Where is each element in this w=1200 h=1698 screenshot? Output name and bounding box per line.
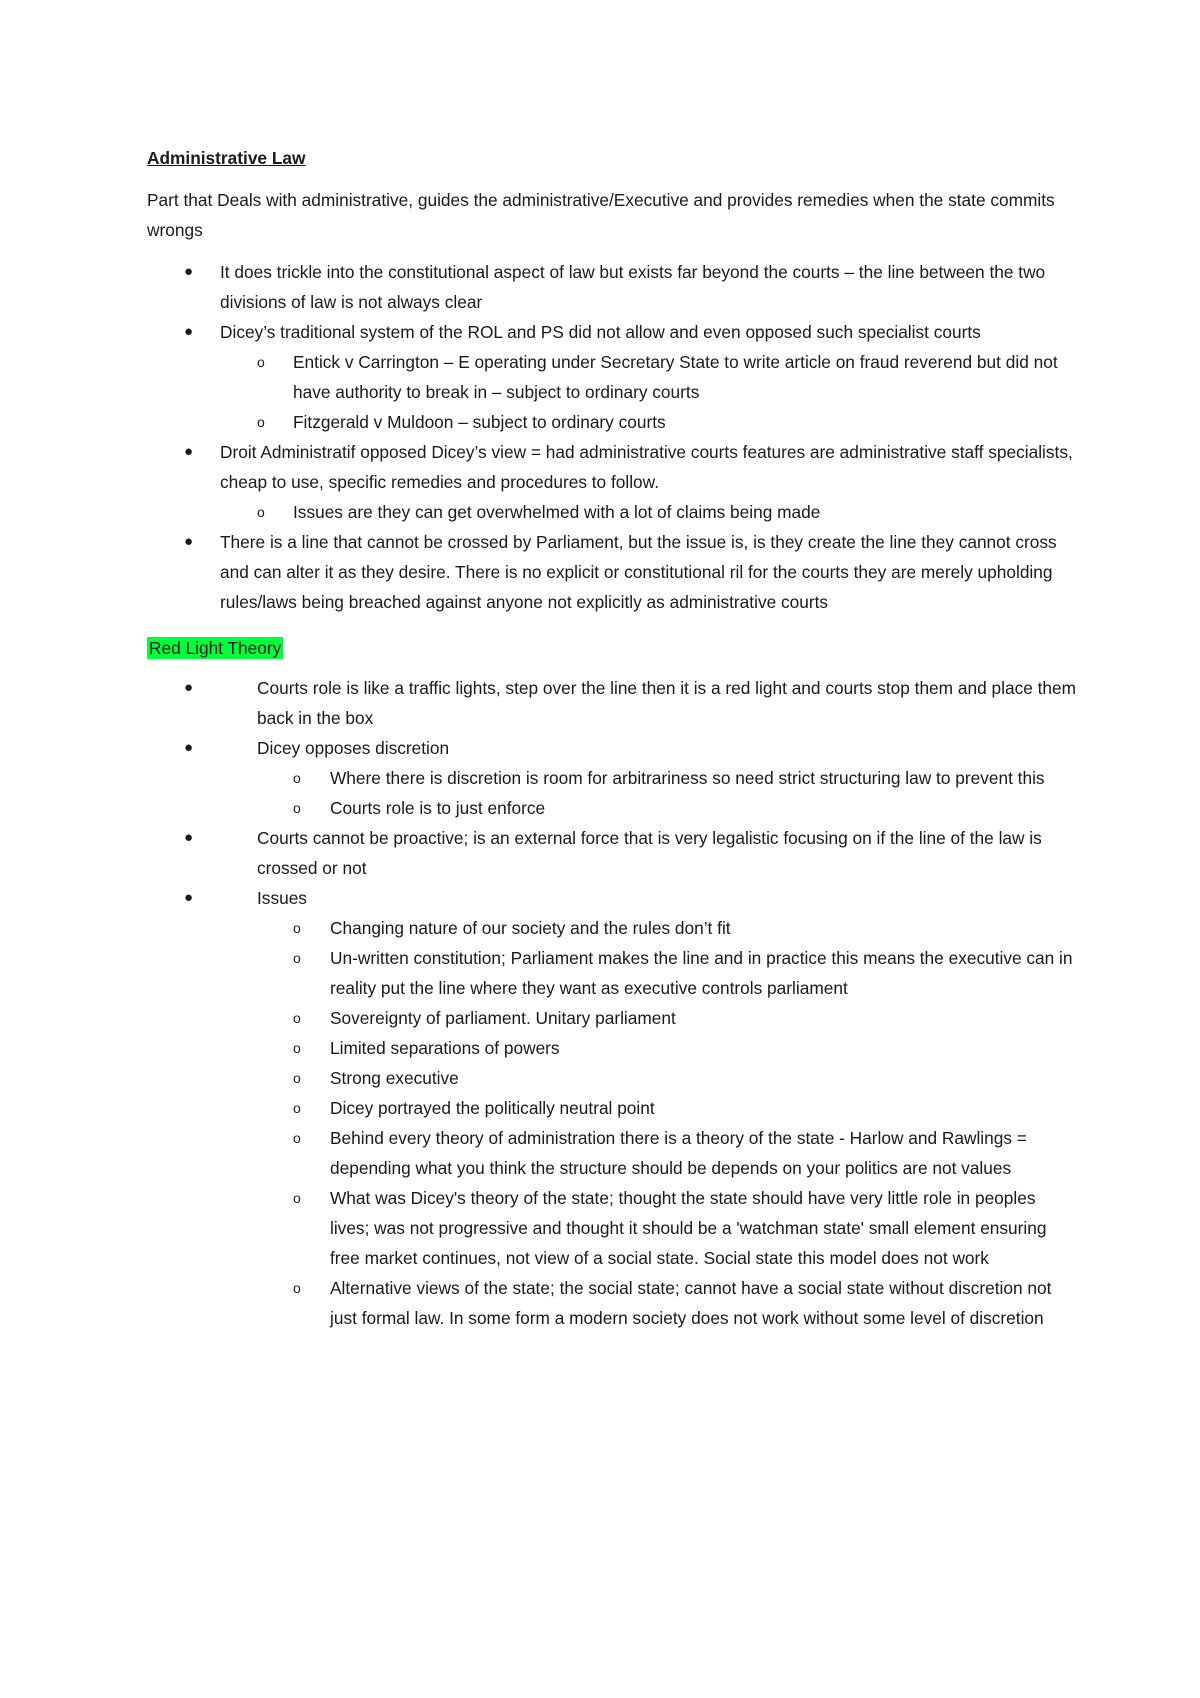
list-item-text: Courts cannot be proactive; is an external force that is very legalistic focusing on if the line of the law is crossed or not xyxy=(257,828,1042,878)
sub-list-item xyxy=(147,1063,1077,1093)
document-title: Administrative Law xyxy=(147,148,306,168)
bullet-icon: ● xyxy=(184,829,194,846)
section-2-list xyxy=(147,673,1077,1333)
sub-list-item xyxy=(147,1123,1077,1183)
list-item-text: There is a line that cannot be crossed by Parliament, but the issue is, is they create the line they cannot cross and can alter it as they desire. There is no explicit or constitutional ril for the courts they are merely upholding rules/laws being breached against anyone not explicitly as administrative courts xyxy=(220,532,1057,612)
sub-list-item-text: Entick v Carrington – E operating under Secretary State to write article on fraud reverend but did not have authority to break in – subject to ordinary courts xyxy=(293,352,1058,402)
sub-bullet-icon: o xyxy=(293,800,301,816)
sub-bullet-icon: o xyxy=(293,1190,301,1206)
sub-list-item-text: Strong executive xyxy=(330,1068,459,1088)
sub-list-item-text: Courts role is to just enforce xyxy=(330,798,546,818)
sub-list-item xyxy=(147,913,1077,943)
bullet-icon: ● xyxy=(184,323,194,340)
sub-bullet-icon: o xyxy=(257,354,265,370)
sub-bullet-icon: o xyxy=(293,1280,301,1296)
sub-list-item-text: Changing nature of our society and the rules don’t fit xyxy=(330,918,731,938)
bullet-icon: ● xyxy=(184,533,194,550)
sub-list-item xyxy=(147,1033,1077,1063)
sub-list-item-text: What was Dicey's theory of the state; thought the state should have very little role in peoples lives; was not progressive and thought it should be a 'watchman state' small element ensuring free market continues, not view of a social state. Social state this model does not work xyxy=(330,1188,1047,1268)
sub-list-item-text: Fitzgerald v Muldoon – subject to ordinary courts xyxy=(293,412,666,432)
sub-list-item xyxy=(147,1273,1077,1333)
list-item xyxy=(147,673,1077,733)
list-item xyxy=(147,257,1077,317)
sub-list-item xyxy=(147,1183,1077,1273)
list-item-text: Issues xyxy=(257,888,307,908)
list-item xyxy=(147,527,1077,617)
list-item xyxy=(147,883,1077,913)
bullet-icon: ● xyxy=(184,889,194,906)
sub-list-item-text: Alternative views of the state; the social state; cannot have a social state without discretion not just formal law. In some form a modern society does not work without some level of discretion xyxy=(330,1278,1052,1328)
list-item-text: Dicey opposes discretion xyxy=(257,738,450,758)
sub-bullet-icon: o xyxy=(293,920,301,936)
sub-bullet-icon: o xyxy=(293,770,301,786)
section-1-list xyxy=(147,257,1077,617)
intro-paragraph: Part that Deals with administrative, guides the administrative/Executive and provides remedies when the state commits wrongs xyxy=(147,190,1055,240)
sub-list-item-text: Behind every theory of administration there is a theory of the state - Harlow and Rawlings = depending what you think the structure should be depends on your politics are not values xyxy=(330,1128,1027,1178)
bullet-icon: ● xyxy=(184,739,194,756)
sub-bullet-icon: o xyxy=(293,1130,301,1146)
list-item-text: Droit Administratif opposed Dicey’s view = had administrative courts features are administrative staff specialists, cheap to use, specific remedies and procedures to follow. xyxy=(220,442,1073,492)
list-item xyxy=(147,437,1077,497)
list-item xyxy=(147,317,1077,347)
sub-bullet-icon: o xyxy=(293,1040,301,1056)
sub-list-item-text: Dicey portrayed the politically neutral point xyxy=(330,1098,655,1118)
sub-list-item xyxy=(147,1093,1077,1123)
bullet-icon: ● xyxy=(184,679,194,696)
sub-list-item-text: Limited separations of powers xyxy=(330,1038,560,1058)
list-item xyxy=(147,733,1077,763)
sub-bullet-icon: o xyxy=(257,414,265,430)
bullet-icon: ● xyxy=(184,443,194,460)
sub-list-item-text: Sovereignty of parliament. Unitary parliament xyxy=(330,1008,676,1028)
sub-list-item-text: Un-written constitution; Parliament makes the line and in practice this means the executive can in reality put the line where they want as executive controls parliament xyxy=(330,948,1073,998)
sub-bullet-icon: o xyxy=(293,1010,301,1026)
document-body xyxy=(147,143,1077,1333)
sub-list-item xyxy=(147,497,1077,527)
sub-list-item xyxy=(147,793,1077,823)
sub-list-item xyxy=(147,763,1077,793)
list-item-text: Dicey’s traditional system of the ROL and PS did not allow and even opposed such specialist courts xyxy=(220,322,981,342)
sub-bullet-icon: o xyxy=(293,950,301,966)
sub-bullet-icon: o xyxy=(257,504,265,520)
section-heading xyxy=(147,633,1077,663)
list-item-text: Courts role is like a traffic lights, step over the line then it is a red light and courts stop them and place them back in the box xyxy=(257,678,1077,728)
list-item xyxy=(147,823,1077,883)
sub-list-item-text: Where there is discretion is room for arbitrariness so need strict structuring law to prevent this xyxy=(330,768,1045,788)
sub-list-item xyxy=(147,347,1077,407)
list-item-text: It does trickle into the constitutional aspect of law but exists far beyond the courts – the line between the two divisions of law is not always clear xyxy=(220,262,1046,312)
sub-bullet-icon: o xyxy=(293,1100,301,1116)
sub-list-item-text: Issues are they can get overwhelmed with a lot of claims being made xyxy=(293,502,821,522)
bullet-icon: ● xyxy=(184,263,194,280)
red-light-theory-heading: Red Light Theory xyxy=(149,638,282,658)
sub-list-item xyxy=(147,943,1077,1003)
sub-list-item xyxy=(147,407,1077,437)
sub-bullet-icon: o xyxy=(293,1070,301,1086)
sub-list-item xyxy=(147,1003,1077,1033)
